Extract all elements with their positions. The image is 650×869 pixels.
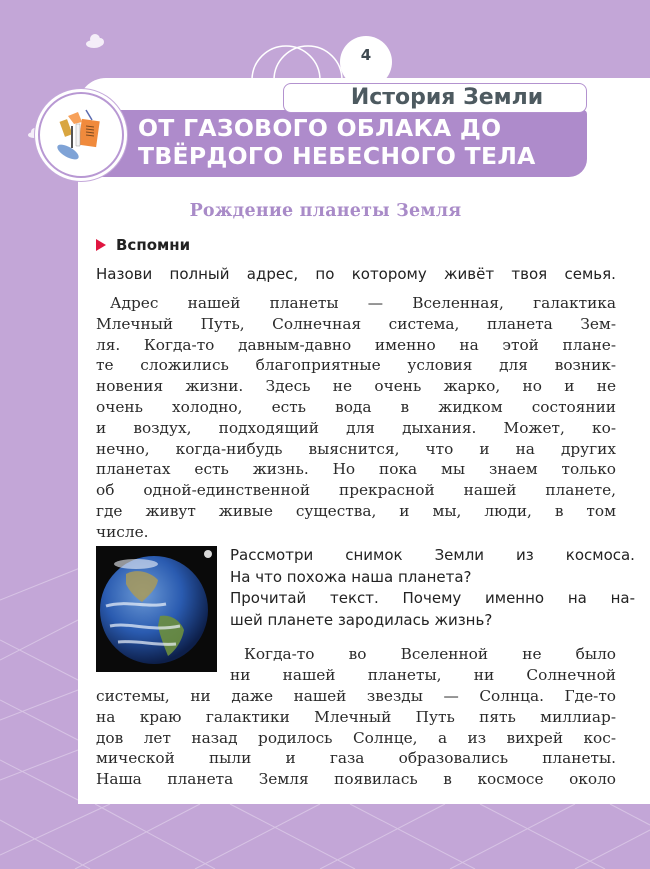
section-title: Рождение планеты Земля [189, 201, 462, 221]
question-line: На что похожа наша планета? [230, 567, 472, 586]
remember-heading [96, 236, 190, 254]
paragraph-address: Адрес нашей планеты — Вселенная, галактика Млечный Путь, Солнечная система, планета Зем- ля. Когда-то давным-давно именно на этой плане- те сложились благоприятные условия для возник- новения жизни. Здесь не очень жарко, но и не очень холодно, есть вода в жидком состоянии и воздух, подходящий для дыхания. Может, ко- нечно, когда-нибудь выяснится, что и на других планетах есть жизнь. Но пока мы знаем только об одной-единственной прекрасной нашей планете, где живут живые существа, и мы, люди, в том числе. [96, 294, 616, 541]
cloud-decoration [86, 40, 102, 48]
chapter-title [138, 114, 536, 170]
topic-label: История Земли [283, 83, 587, 113]
chapter-title-line-2: ТВЁРДОГО НЕБЕСНОГО ТЕЛА [138, 142, 536, 170]
remember-question: Назови полный адрес, по которому живёт твоя семья. [96, 265, 616, 283]
question-line: шей планете зародилась жизнь? [230, 610, 493, 629]
page-number: 4 [340, 36, 392, 88]
paragraph-origin-beside-image: Когда-то во Вселенной не было ни нашей планеты, ни Солнечной [230, 645, 616, 684]
triangle-marker-icon [96, 239, 106, 251]
figure-questions [230, 545, 635, 631]
science-tools-icon [48, 102, 114, 168]
chapter-title-line-1: ОТ ГАЗОВОГО ОБЛАКА ДО [138, 114, 502, 142]
earth-from-space-image [96, 546, 217, 672]
chapter-emblem [38, 92, 124, 178]
remember-label: Вспомни [116, 236, 191, 254]
decorative-arcs [248, 30, 348, 80]
question-line: Прочитай текст. Почему именно на на- [230, 589, 635, 607]
question-line: Рассмотри снимок Земли из космоса. [230, 546, 635, 564]
paragraph-origin: системы, ни даже нашей звезды — Солнца. Где-то на краю галактики Млечный Путь пять миллиар- дов лет назад родилось Солнце, а из вихрей кос- мической пыли и газа образовались планеты. Наша планета Земля появилась в космосе около [96, 687, 616, 789]
